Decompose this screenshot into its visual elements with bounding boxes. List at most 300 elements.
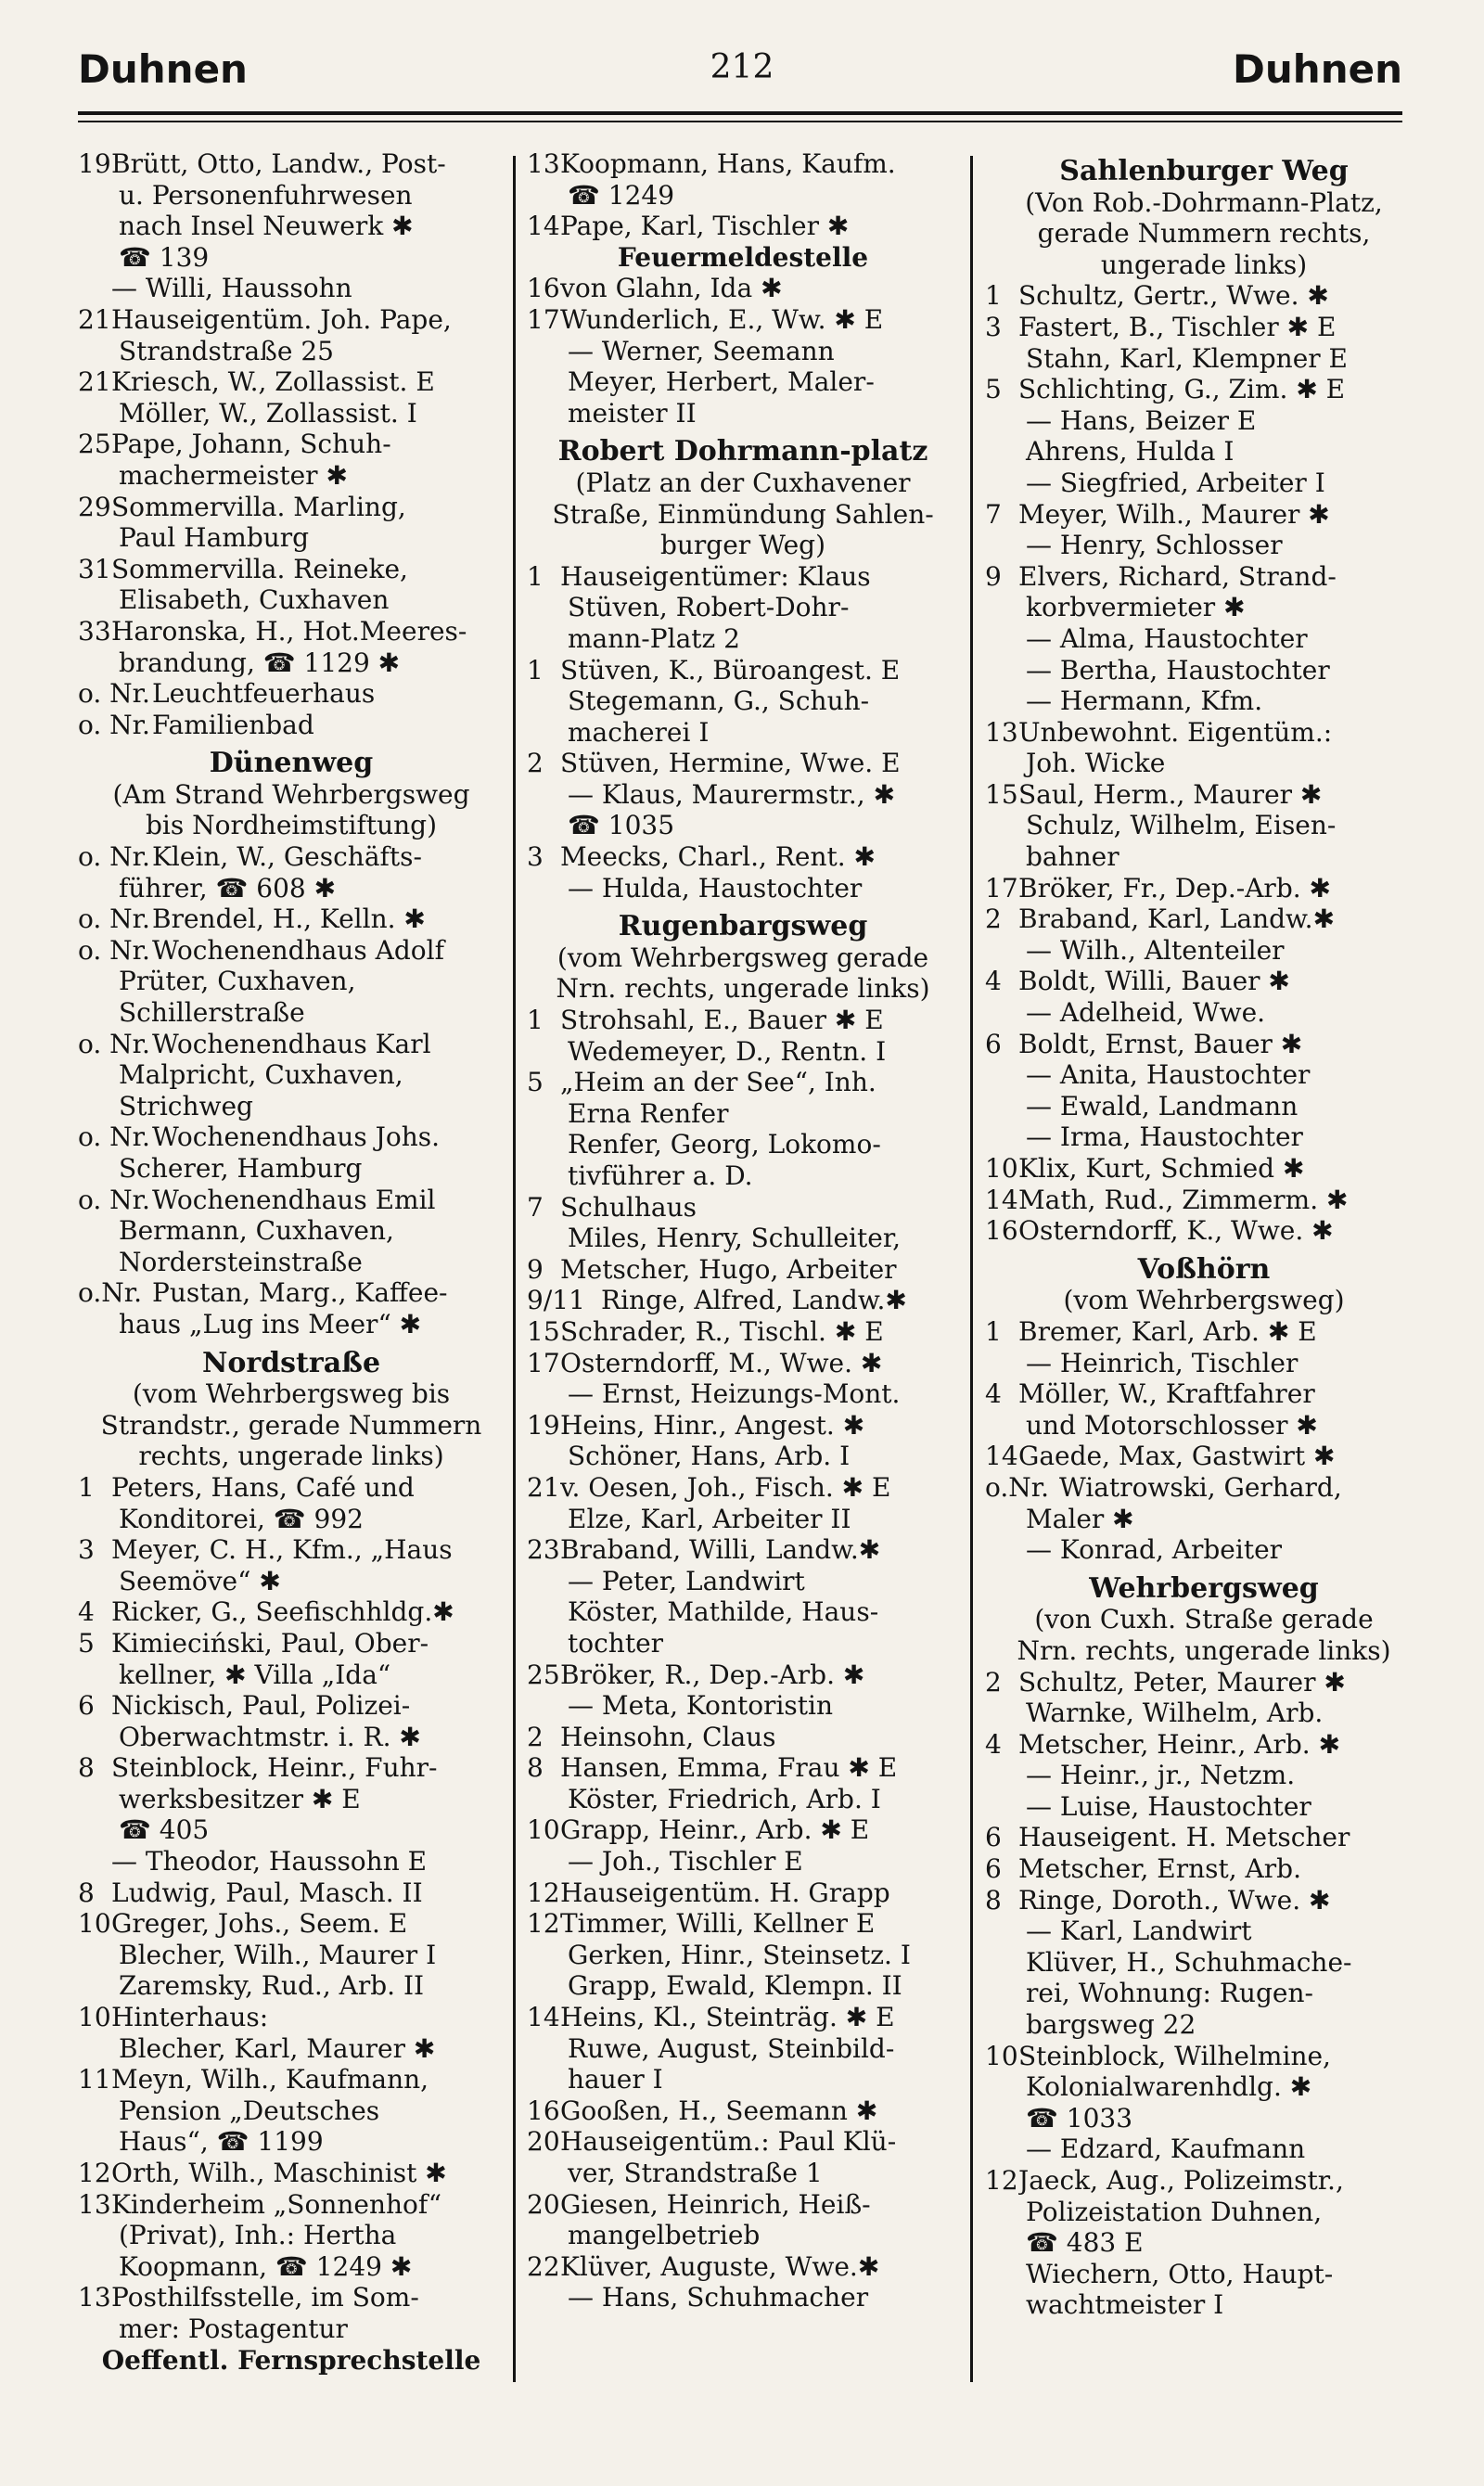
house-number: o.Nr. [78,1277,142,1309]
house-number: 10 [985,1153,1018,1184]
entry-line [78,1752,505,1784]
directory-entry [985,1822,1423,1853]
resident-text: Elisabeth, Cuxhaven [119,584,390,616]
directory-entry [78,366,505,429]
entry-line [527,841,959,873]
house-number: 1 [527,1005,544,1036]
resident-text: Schulhaus [560,1191,697,1223]
resident-text: Meyer, Herbert, Maler- [568,366,875,398]
house-number: 13 [78,2188,111,2220]
resident-text: Hinterhaus: [111,2002,269,2033]
entry-line [78,1534,505,1566]
resident-text: Blecher, Karl, Maurer ✱ [119,2032,436,2064]
house-number: 23 [527,1534,560,1566]
house-number: 7 [527,1191,544,1223]
house-number: 8 [985,1884,1002,1916]
house-number: 3 [78,1534,95,1566]
entry-line [527,1192,959,1224]
directory-entry [78,1690,505,1752]
street-description: rechts, ungerade links) [138,1441,444,1472]
directory-entry [527,1005,959,1067]
resident-text: und Motorschlosser ✱ [1026,1409,1318,1441]
column-divider [970,156,973,2382]
entry-line [78,1185,505,1216]
house-number: 6 [78,1690,95,1722]
resident-text: macherei I [568,716,710,748]
resident-text: ☎ 405 [119,1814,210,1846]
street-description: Nrn. rechts, ungerade links) [556,973,930,1005]
directory-entry [527,1722,959,1753]
directory-entry [985,2041,1423,2165]
resident-text: hauer I [568,2064,663,2095]
entry-line [985,1029,1423,1060]
entry-line [78,1908,505,1940]
street-heading: Nordstraße [201,1346,381,1379]
resident-text: Paul Hamburg [119,522,310,554]
house-number: 21 [78,303,111,335]
resident-text: korbvermieter ✱ [1026,592,1246,623]
resident-text: — Anita, Haustochter [1026,1059,1311,1091]
house-number: 2 [527,1721,544,1752]
resident-text: — Willi, Haussohn [111,273,352,304]
entry-line [527,1472,959,1504]
entry-line [985,1441,1423,1472]
directory-entry [527,1285,959,1316]
house-number: 1 [78,1471,95,1503]
entry-line [985,1215,1423,1247]
entry-line [78,2158,505,2189]
resident-text: Wochenendhaus Adolf [152,934,444,966]
street-description: gerade Nummern rechts, [1037,218,1371,250]
resident-text: Metscher, Heinr., Arb. ✱ [1018,1728,1341,1760]
column-1 [78,148,505,2393]
resident-text: Ludwig, Paul, Masch. II [111,1877,423,1908]
entry-line [985,1822,1423,1853]
resident-text: Schrader, R., Tischl. ✱ E [560,1315,884,1347]
entry-line [527,1877,959,1909]
resident-text: rei, Wohnung: Rugen- [1026,1978,1313,2009]
house-number: 10 [78,1908,111,1940]
directory-entry [78,429,505,491]
house-number: 8 [78,1877,95,1908]
notice-line: Feuermeldestelle [617,241,869,273]
resident-text: Posthilfsstelle, im Som- [111,2282,419,2313]
column-3 [985,148,1423,2393]
resident-text: Boldt, Ernst, Bauer ✱ [1018,1028,1303,1059]
resident-text: — Hulda, Haustochter [568,872,863,903]
house-number: 12 [527,1908,560,1940]
directory-entry [78,1472,505,1534]
resident-text: Ringe, Alfred, Landw.✱ [601,1285,907,1316]
street-description: Strandstr., gerade Nummern [100,1409,482,1441]
directory-entry [527,1877,959,1909]
directory-entry [78,2282,505,2344]
directory-entry [78,1534,505,1596]
resident-text: Miles, Henry, Schulleiter, [568,1223,902,1254]
entry-line [985,779,1423,811]
resident-text: Koopmann, ☎ 1249 ✱ [119,2250,413,2282]
street-heading: Voßhörn [1137,1252,1271,1286]
street-heading: Wehrbergsweg [1089,1571,1319,1605]
entry-line [527,1005,959,1036]
directory-entry [527,1752,959,1814]
directory-entry [527,1814,959,1877]
resident-text: ☎ 483 E [1026,2227,1144,2259]
house-number: o. Nr. [78,709,150,740]
resident-text: Wochenendhaus Karl [152,1028,431,1059]
house-number [78,1846,111,1877]
resident-text: ☎ 1249 [568,179,675,211]
resident-text: Warnke, Wilhelm, Arb. [1026,1698,1324,1729]
directory-entry [78,148,505,273]
resident-text: Sommervilla. Reineke, [111,553,408,584]
resident-text: Heins, Kl., Steinträg. ✱ E [560,2002,895,2033]
resident-text: Strohsahl, E., Bauer ✱ E [560,1005,884,1036]
entry-line [78,1690,505,1722]
resident-text: Malpricht, Cuxhaven, [119,1059,403,1091]
house-number: 2 [527,748,544,779]
entry-line [78,2064,505,2095]
house-number: o. Nr. [78,1121,150,1153]
resident-text: Prüter, Cuxhaven, [119,966,356,997]
directory-entry [527,1316,959,1348]
resident-text: Wiechern, Otto, Haupt- [1026,2258,1334,2289]
entry-line [527,211,959,242]
resident-text: Schillerstraße [119,997,305,1029]
resident-text: Wochenendhaus Emil [152,1184,436,1215]
resident-text: kellner, ✱ Villa „Ida“ [119,1659,391,1690]
directory-entry [985,1472,1423,1566]
house-number: 9 [985,560,1002,592]
entry-line [527,1316,959,1348]
directory-entry [527,1908,959,2002]
directory-entry [527,561,959,655]
resident-text: Renfer, Georg, Lokomo- [568,1129,881,1160]
entry-line [78,366,505,398]
directory-entry [527,1348,959,1410]
entry-line [78,429,505,460]
resident-text: Hansen, Emma, Frau ✱ E [560,1752,898,1784]
entry-line [985,2041,1423,2072]
resident-text: Bröker, Fr., Dep.-Arb. ✱ [1018,872,1331,903]
house-number: 29 [78,491,111,522]
resident-text: — Luise, Haustochter [1026,1790,1311,1822]
resident-text: Meyn, Wilh., Kaufmann, [111,2064,429,2095]
resident-text: — Hans, Beizer E [1026,404,1257,436]
resident-text: Osterndorff, M., Wwe. ✱ [560,1347,883,1378]
house-number: 14 [527,211,560,242]
resident-text: Erna Renfer [568,1097,729,1129]
resident-text: ☎ 1035 [568,810,675,841]
resident-text: Pustan, Marg., Kaffee- [152,1277,448,1309]
entry-line [985,903,1423,935]
house-number: 10 [78,2002,111,2033]
resident-text: — Theodor, Haussohn E [111,1846,428,1877]
house-number: 22 [527,2250,560,2282]
directory-entry [78,1908,505,2002]
resident-text: Familienbad [152,709,314,740]
resident-text: Brendel, H., Kelln. ✱ [152,903,426,935]
resident-text: Joh. Wicke [1026,748,1166,779]
street-description: Straße, Einmündung Sahlen- [552,498,934,530]
resident-text: Osterndorff, K., Wwe. ✱ [1018,1215,1334,1247]
house-number: 6 [985,1822,1002,1853]
house-number: 2 [985,903,1002,935]
resident-text: mangelbetrieb [568,2220,761,2251]
street-description: (vom Wehrbergsweg bis [132,1378,451,1410]
house-number: 15 [527,1315,560,1347]
directory-entry [985,1316,1423,1378]
directory-entry [527,841,959,903]
directory-entry [985,903,1423,966]
entry-line [78,1596,505,1628]
resident-text: Stüven, K., Büroangest. E [560,654,901,686]
house-number: 17 [527,303,560,335]
house-number: 12 [985,2165,1018,2196]
directory-entry [78,2002,505,2064]
resident-text: Nickisch, Paul, Polizei- [111,1690,411,1722]
house-number: 31 [78,553,111,584]
resident-text: Schöner, Hans, Arb. I [568,1441,851,1472]
resident-text: — Adelheid, Wwe. [1026,997,1266,1029]
resident-text: Wochenendhaus Johs. [152,1121,440,1153]
street-description: (Am Strand Wehrbergsweg [112,778,470,810]
house-number: 9/11 [527,1285,585,1316]
resident-text: Möller, W., Zollassist. I [119,397,417,429]
entry-line [78,678,505,710]
resident-text: Hauseigent. H. Metscher [1018,1822,1350,1853]
entry-line [78,1846,505,1877]
directory-entry [527,148,959,211]
resident-text: Greger, Johs., Seem. E [111,1908,408,1940]
entry-line [527,2251,959,2283]
house-number: 1 [985,280,1002,312]
house-number: 7 [985,498,1002,530]
resident-text: haus „Lug ins Meer“ ✱ [119,1308,422,1339]
entry-line [527,273,959,304]
directory-entry [527,273,959,304]
directory-entry [527,1254,959,1286]
directory-entry [78,1277,505,1339]
resident-text: Hauseigentüm. H. Grapp [560,1877,890,1908]
house-number: 11 [78,2064,111,2095]
resident-text: — Edzard, Kaufmann [1026,2134,1306,2165]
resident-text: — Henry, Schlosser [1026,530,1283,561]
resident-text: Pape, Johann, Schuh- [111,429,391,460]
entry-line [985,966,1423,997]
resident-text: Heins, Hinr., Angest. ✱ [560,1409,865,1441]
house-number: 25 [78,429,111,460]
entry-line [985,561,1423,593]
resident-text: mann-Platz 2 [568,622,740,654]
resident-text: brandung, ☎ 1129 ✱ [119,647,401,678]
entry-line [78,2189,505,2221]
resident-text: Kolonialwarenhdlg. ✱ [1026,2071,1312,2103]
resident-text: Elvers, Richard, Strand- [1018,560,1337,592]
resident-text: Fastert, B., Tischler ✱ E [1018,311,1337,342]
directory-entry [78,841,505,903]
house-number: 1 [985,1315,1002,1347]
resident-text: Meecks, Charl., Rent. ✱ [560,841,876,873]
entry-line [78,492,505,523]
resident-text: (Privat), Inh.: Hertha [119,2220,397,2251]
directory-entry [527,1534,959,1659]
resident-text: — Siegfried, Arbeiter I [1026,467,1325,498]
column-2 [527,148,959,2393]
resident-text: Gerken, Hinr., Steinsetz. I [568,1939,911,1970]
entry-line [985,873,1423,904]
house-number: 20 [527,2188,560,2220]
resident-text: — Wilh., Altenteiler [1026,934,1285,966]
house-number: o. Nr. [78,934,150,966]
resident-text: v. Oesen, Joh., Fisch. ✱ E [560,1471,891,1503]
street-description: burger Weg) [659,530,826,561]
resident-text: Bröker, R., Dep.-Arb. ✱ [560,1659,865,1690]
resident-text: meister II [568,397,697,429]
entry-line [527,2126,959,2158]
resident-text: Stüven, Hermine, Wwe. E [560,748,901,779]
entry-line [985,1153,1423,1185]
directory-entry [527,1472,959,1534]
street-heading: Rugenbargsweg [618,910,868,943]
resident-text: Nordersteinstraße [119,1246,363,1277]
house-number: 19 [527,1409,560,1441]
house-number: 8 [527,1752,544,1784]
directory-entry [527,1659,959,1722]
house-number: 17 [527,1347,560,1378]
street-description: (von Cuxh. Straße gerade [1034,1604,1374,1635]
house-number: 4 [985,1378,1002,1410]
directory-entry [527,1410,959,1472]
street-heading: Sahlenburger Weg [1059,155,1349,187]
directory-entry [78,710,505,741]
house-number: 1 [527,560,544,592]
resident-text: Peters, Hans, Café und [111,1471,415,1503]
resident-text: Köster, Mathilde, Haus- [568,1596,879,1628]
resident-text: Timmer, Willi, Kellner E [560,1908,876,1940]
street-description: (Von Rob.-Dohrmann-Platz, [1025,186,1383,218]
house-number: o. Nr. [78,1028,150,1059]
entry-line [78,554,505,585]
resident-text: Kimieciński, Paul, Ober- [111,1627,429,1659]
resident-text: — Hermann, Kfm. [1026,686,1263,717]
house-number: o. Nr. [78,678,150,710]
resident-text: bahner [1026,841,1119,873]
entry-line [78,1877,505,1909]
entry-line [78,273,505,304]
resident-text: Pension „Deutsches [119,2095,380,2126]
house-number: 21 [78,366,111,398]
directory-entry [78,1596,505,1628]
directory-entry [985,1441,1423,1472]
directory-entry [78,1121,505,1184]
directory-entry [985,374,1423,498]
resident-text: Elze, Karl, Arbeiter II [568,1503,851,1534]
entry-line [985,1667,1423,1698]
resident-text: Grapp, Ewald, Klempn. II [568,1970,902,2002]
resident-text: Ahrens, Hulda I [1026,436,1235,468]
directory-entry [985,1853,1423,1885]
directory-entry [985,312,1423,374]
resident-text: Schultz, Peter, Maurer ✱ [1018,1666,1346,1698]
resident-text: bargsweg 22 [1026,2009,1196,2041]
resident-text: Meyer, Wilh., Maurer ✱ [1018,498,1330,530]
entry-line [78,2002,505,2033]
resident-text: Schultz, Gertr., Wwe. ✱ [1018,280,1329,312]
house-number: 14 [985,1441,1018,1472]
entry-line [527,1722,959,1753]
street-heading: Robert Dohrmann-platz [557,435,928,468]
resident-text: Brütt, Otto, Landw., Post- [111,148,446,179]
header-rule-thick [78,111,1402,115]
directory-entry [985,1029,1423,1153]
directory-entry [527,2126,959,2188]
street-description: bis Nordheimstiftung) [145,810,438,841]
resident-text: Oberwachtmstr. i. R. ✱ [119,1721,421,1752]
house-number: 2 [985,1666,1002,1698]
resident-text: — Peter, Landwirt [568,1565,805,1596]
house-number: 6 [985,1028,1002,1059]
entry-line [527,304,959,336]
entry-line [527,1659,959,1691]
directory-entry [985,1729,1423,1823]
directory-entry [527,1192,959,1254]
entry-line [527,1814,959,1846]
resident-text: Ruwe, August, Steinbild- [568,2032,895,2064]
resident-text: Hauseigentümer: Klaus [560,560,871,592]
resident-text: Math, Rud., Zimmerm. ✱ [1018,1184,1349,1215]
house-number: 21 [527,1471,560,1503]
resident-text: Köster, Friedrich, Arb. I [568,1783,881,1814]
resident-text: Stegemann, G., Schuh- [568,686,870,717]
resident-text: Wunderlich, E., Ww. ✱ E [560,303,884,335]
house-number: o. Nr. [78,903,150,935]
directory-entry [985,1185,1423,1216]
resident-text: Strichweg [119,1090,253,1121]
directory-entry [78,304,505,366]
house-number: 14 [527,2002,560,2033]
resident-text: machermeister ✱ [119,459,348,491]
resident-text: Möller, W., Kraftfahrer [1018,1378,1315,1410]
directory-entry [527,748,959,841]
directory-entry [78,1185,505,1278]
house-number: 16 [527,273,560,304]
house-number: 10 [985,2040,1018,2071]
resident-text: ☎ 139 [119,241,210,273]
house-number: 16 [985,1215,1018,1247]
resident-text: Klein, W., Geschäfts- [152,841,422,873]
resident-text: — Joh., Tischler E [568,1846,803,1877]
entry-line [78,1277,505,1309]
house-number: 4 [78,1596,95,1628]
entry-line [985,312,1423,343]
house-number: 10 [527,1814,560,1846]
resident-text: mer: Postagentur [119,2313,348,2344]
directory-entry [78,678,505,710]
resident-text: Stahn, Karl, Klempner E [1026,342,1348,374]
resident-text: Kriesch, W., Zollassist. E [111,366,435,398]
directory-entry [78,2189,505,2283]
directory-entry [985,717,1423,779]
entry-line [985,2165,1423,2197]
entry-line [527,1534,959,1566]
street-description: (vom Wehrbergsweg gerade [556,942,929,973]
entry-line [78,935,505,967]
entry-line [527,1752,959,1784]
resident-text: nach Insel Neuwerk ✱ [119,211,414,242]
resident-text: — Ernst, Heizungs-Mont. [568,1378,901,1410]
house-number: 3 [985,311,1002,342]
